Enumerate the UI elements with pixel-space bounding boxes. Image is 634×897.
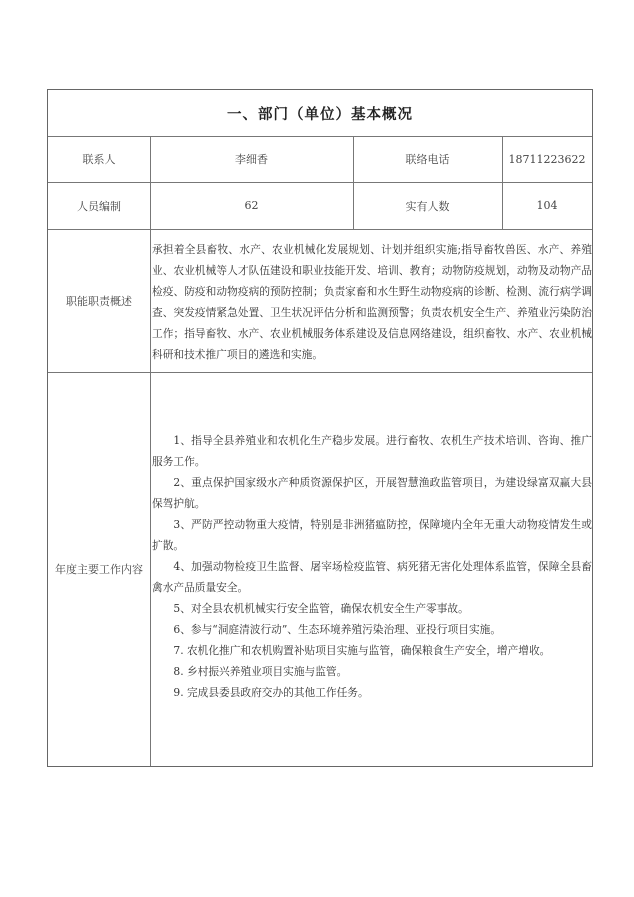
staff-quota-label: 人员编制	[77, 199, 121, 213]
work-item: 1、指导全县养殖业和农机化生产稳步发展。进行畜牧、农机生产技术培训、咨询、推广服务工作。	[152, 434, 592, 468]
contact-label: 联系人	[82, 153, 116, 166]
basic-info-table	[47, 89, 593, 767]
annual-work-label: 年度主要工作内容	[55, 563, 143, 576]
work-item: 7. 农机化推广和农机购置补贴项目实施与监管，确保粮食生产安全，增产增收。	[173, 644, 551, 657]
contact-value: 李细香	[235, 153, 268, 166]
duties-text: 承担着全县畜牧、水产、农业机械化发展规划、计划并组织实施;指导畜牧兽医、水产、养殖业、农业机械等人才队伍建设和职业技能开发、培训、教育；动物防疫规划，动物及动物产品检疫、防疫和动物疫病的预防控制；负责家畜和水生野生动物疫病的诊断、检测、流行病学调查、突发疫情紧急处置、卫生状况评估分析和监测预警；负责农机安全生产、养殖业污染防治工作；指导畜牧、水产、农业机械服务体系建设及信息网络建设，组织畜牧、水产、农业机械科研和技术推广项目的遴选和实施。	[152, 243, 592, 361]
actual-staff-label: 实有人数	[405, 199, 450, 213]
phone-label: 联络电话	[405, 153, 450, 166]
annual-work-list	[152, 430, 592, 703]
work-item: 3、严防严控动物重大疫情，特别是非洲猪瘟防控，保障境内全年无重大动物疫情发生或扩散。	[152, 518, 592, 552]
work-item: 6、参与“洞庭清波行动”、生态环境养殖污染治理、亚投行项目实施。	[173, 623, 502, 636]
staff-quota-value: 62	[244, 199, 259, 212]
work-item: 9. 完成县委县政府交办的其他工作任务。	[173, 686, 369, 699]
work-item: 2、重点保护国家级水产种质资源保护区，开展智慧渔政监管项目，为建设绿富双赢大县保驾护航。	[152, 476, 592, 510]
actual-staff-value: 104	[536, 199, 558, 212]
work-item: 4、加强动物检疫卫生监督、屠宰场检疫监管、病死猪无害化处理体系监管，保障全县畜禽水产品质量安全。	[152, 560, 592, 594]
column-divider	[150, 136, 151, 766]
work-item: 5、对全县农机机械实行安全监管，确保农机安全生产零事故。	[173, 602, 469, 615]
work-item: 8. 乡村振兴养殖业项目实施与监管。	[173, 665, 348, 678]
duties-label: 职能职责概述	[66, 294, 132, 308]
phone-value: 18711223622	[508, 152, 586, 166]
table-title: 一、部门（单位）基本概况	[227, 105, 413, 123]
